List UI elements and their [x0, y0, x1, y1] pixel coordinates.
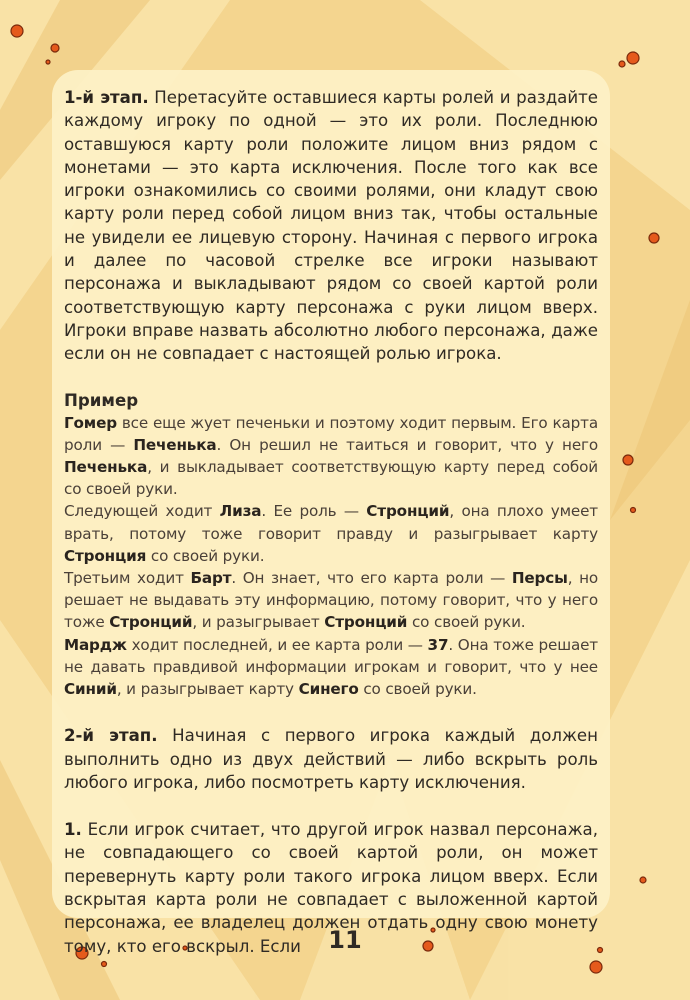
name-lisa: Лиза	[219, 502, 262, 521]
stage1-title: 1-й этап.	[64, 88, 149, 107]
example-heading: Пример	[64, 390, 139, 410]
stage1-text: Перетасуйте оставшиеся карты ролей и раздайте каждому игроку по одной — это их роли. Последнюю оставшуюся карту роли положите лицом вниз рядом с монетами — это карта исключения. После того как все игроки ознакомились со своими ролями, они кладут свою карту роли перед собой лицом вниз так, чтобы остальные не увидели ее лицевую сторону. Начиная с первого игрока и далее по часовой стрелке все игроки называют персонажа и выкладывают рядом со своей картой роли соответствующую карту персонажа с руки лицом вверх. Игроки вправе назвать абсолютно любого персонажа, даже если он не совпадает с настоящей ролью игрока.	[64, 88, 598, 364]
claimed-character: Стронций	[109, 613, 193, 632]
role-name: 37	[427, 635, 449, 654]
played-card: Стронций	[324, 613, 408, 632]
page-content	[64, 86, 598, 958]
example-paragraph-4: Мардж ходит последней, и ее карта роли — 37. Она тоже решает не давать правдивой информации игрокам и говорит, что у нее Синий, и разыгрывает карту Синего со своей руки.	[64, 635, 598, 698]
stage2-paragraph	[64, 724, 598, 794]
name-marge: Мардж	[64, 635, 127, 654]
name-bart: Барт	[190, 568, 232, 587]
example-paragraph-3: Третьим ходит Барт. Он знает, что его карта роли — Персы, но решает не выдавать эту информацию, потому говорит, что у него тоже Стронций, и разыгрывает Стронций со своей руки.	[64, 568, 598, 632]
role-name: Печенька	[133, 435, 217, 454]
claimed-character: Синий	[64, 680, 117, 698]
stage1-paragraph	[64, 86, 598, 366]
stage2-title: 2-й этап.	[64, 726, 158, 746]
claimed-character: Печенька	[64, 457, 148, 476]
rule-point-number: 1.	[64, 820, 82, 840]
role-name: Персы	[511, 568, 568, 587]
played-card: Синего	[298, 680, 359, 698]
example-paragraph-1: Гомер все еще жует печеньки и поэтому ходит первым. Его карта роли — Печенька. Он решил не таиться и говорит, что у него Печенька, и выкладывает соответствующую карту перед собой со своей руки.	[64, 413, 598, 499]
played-card: Стронция	[64, 546, 147, 565]
role-name: Стронций	[366, 502, 450, 521]
example-paragraph-2: Следующей ходит Лиза. Ее роль — Стронций, она плохо умеет врать, потому тоже говорит правду и разыгрывает карту Стронция со своей руки.	[64, 502, 599, 565]
page-number: 11	[328, 926, 362, 954]
name-homer: Гомер	[64, 413, 117, 432]
stage2-text: Начиная с первого игрока каждый должен выполнить одно из двух действий — либо вскрыть роль любого игрока, либо посмотреть карту исключения.	[64, 726, 598, 792]
rule-point-text: Если игрок считает, что другой игрок назвал персонажа, не совпадающего со своей картой роли, он может перевернуть карту роли такого игрока лицом вверх. Если вскрытая карта роли не совпадает с выложенной картой персонажа, ее владелец должен отдать одну свою монету тому, кто его вскрыл. Если	[64, 820, 598, 956]
